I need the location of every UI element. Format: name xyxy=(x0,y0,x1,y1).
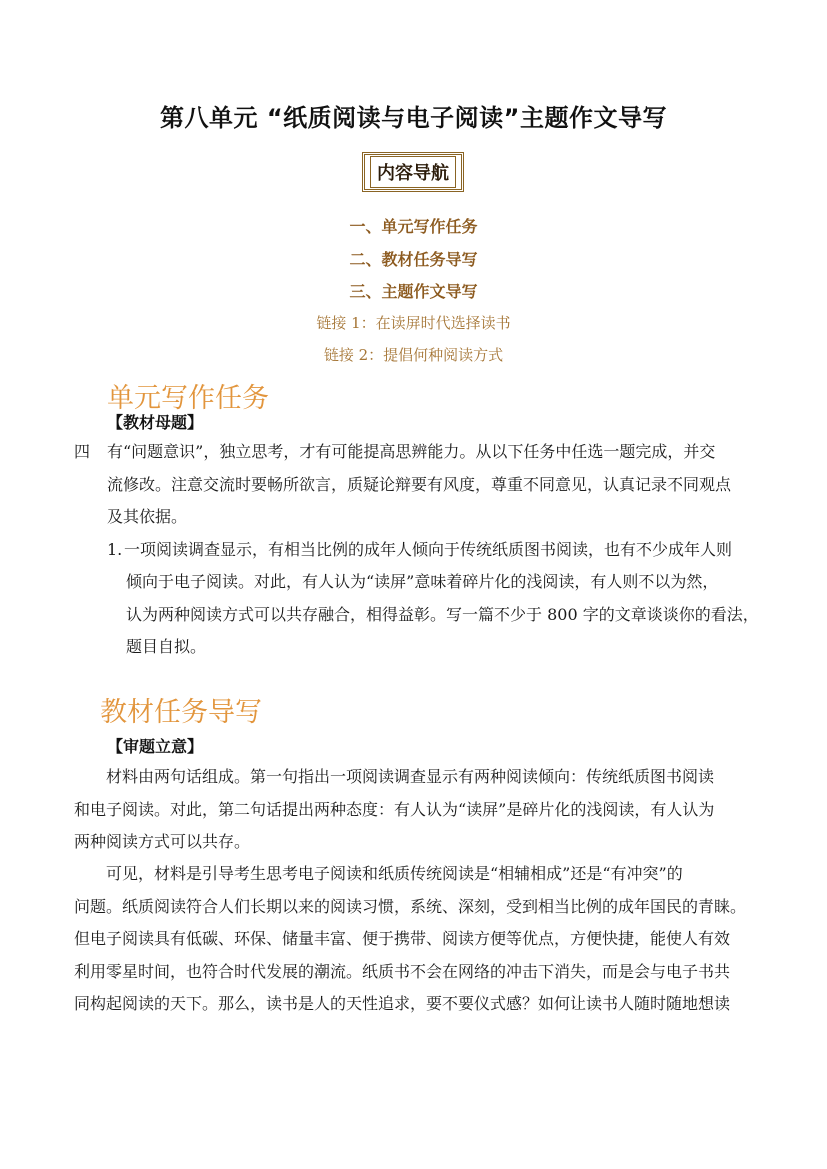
toc-item-2[interactable]: 二、教材任务导写 xyxy=(349,250,478,269)
task-line: 有“问题意识”，独立思考，才有可能提高思辨能力。从以下任务中任选一题完成，并交 xyxy=(107,442,716,461)
option-number: 1. xyxy=(107,540,123,559)
paragraph-line: 可见，材料是引导考生思考电子阅读和纸质传统阅读是“相辅相成”还是“有冲突”的 xyxy=(106,864,683,883)
toc-item-3[interactable]: 三、主题作文导写 xyxy=(349,282,478,301)
section-heading-unit-task: 单元写作任务 xyxy=(107,383,269,414)
paragraph-line: 问题。纸质阅读符合人们长期以来的阅读习惯，系统、深刻，受到相当比例的成年国民的青睐。 xyxy=(74,896,747,916)
task-item-number: 四 xyxy=(74,442,91,461)
task-line: 及其依据。 xyxy=(107,507,188,526)
analysis-paragraph-2 xyxy=(74,858,759,1021)
content-navigation-badge xyxy=(362,152,464,192)
task-description xyxy=(107,436,757,534)
paragraph-line: 同构起阅读的天下。那么，读书是人的天性追求，要不要仪式感？如何让读书人随时随地想读 xyxy=(74,994,731,1013)
subhead-topic-analysis: 【审题立意】 xyxy=(107,737,204,756)
toc-link-1[interactable]: 链接 1：在读屏时代选择读书 xyxy=(316,314,511,332)
document-title: 第八单元 “纸质阅读与电子阅读”主题作文导写 xyxy=(160,104,667,132)
paragraph-line: 利用零星时间，也符合时代发展的潮流。纸质书不会在网络的冲击下消失，而是会与电子书共 xyxy=(74,961,731,981)
subhead-textbook-prompt: 【教材母题】 xyxy=(107,413,204,432)
option-description xyxy=(126,566,760,664)
toc-item-1[interactable]: 一、单元写作任务 xyxy=(349,217,478,236)
content-navigation-label: 内容导航 xyxy=(370,156,456,188)
option-first-line-wrap xyxy=(124,534,758,567)
paragraph-line: 两种阅读方式可以共存。 xyxy=(74,832,251,851)
option-line: 题目自拟。 xyxy=(126,637,207,656)
option-line: 倾向于电子阅读。对此，有人认为“读屏”意味着碎片化的浅阅读，有人则不以为然， xyxy=(126,572,719,591)
analysis-paragraph-1 xyxy=(74,761,759,859)
option-line: 一项阅读调查显示，有相当比例的成年人倾向于传统纸质图书阅读，也有不少成年人则 xyxy=(124,540,733,559)
option-line: 认为两种阅读方式可以共存融合，相得益彰。写一篇不少于 800 字的文章谈谈你的看法， xyxy=(126,604,759,624)
section-heading-textbook-guide: 教材任务导写 xyxy=(100,697,262,728)
toc-link-2[interactable]: 链接 2：提倡何种阅读方式 xyxy=(323,346,504,364)
paragraph-line: 和电子阅读。对此，第二句话提出两种态度：有人认为“读屏”是碎片化的浅阅读，有人认为 xyxy=(74,799,715,819)
paragraph-line: 但电子阅读具有低碳、环保、储量丰富、便于携带、阅读方便等优点，方便快捷，能使人有效 xyxy=(74,929,731,948)
paragraph-line: 材料由两句话组成。第一句指出一项阅读调查显示有两种阅读倾向：传统纸质图书阅读 xyxy=(106,767,715,786)
task-line: 流修改。注意交流时要畅所欲言，质疑论辩要有风度，尊重不同意见，认真记录不同观点 xyxy=(107,474,732,494)
